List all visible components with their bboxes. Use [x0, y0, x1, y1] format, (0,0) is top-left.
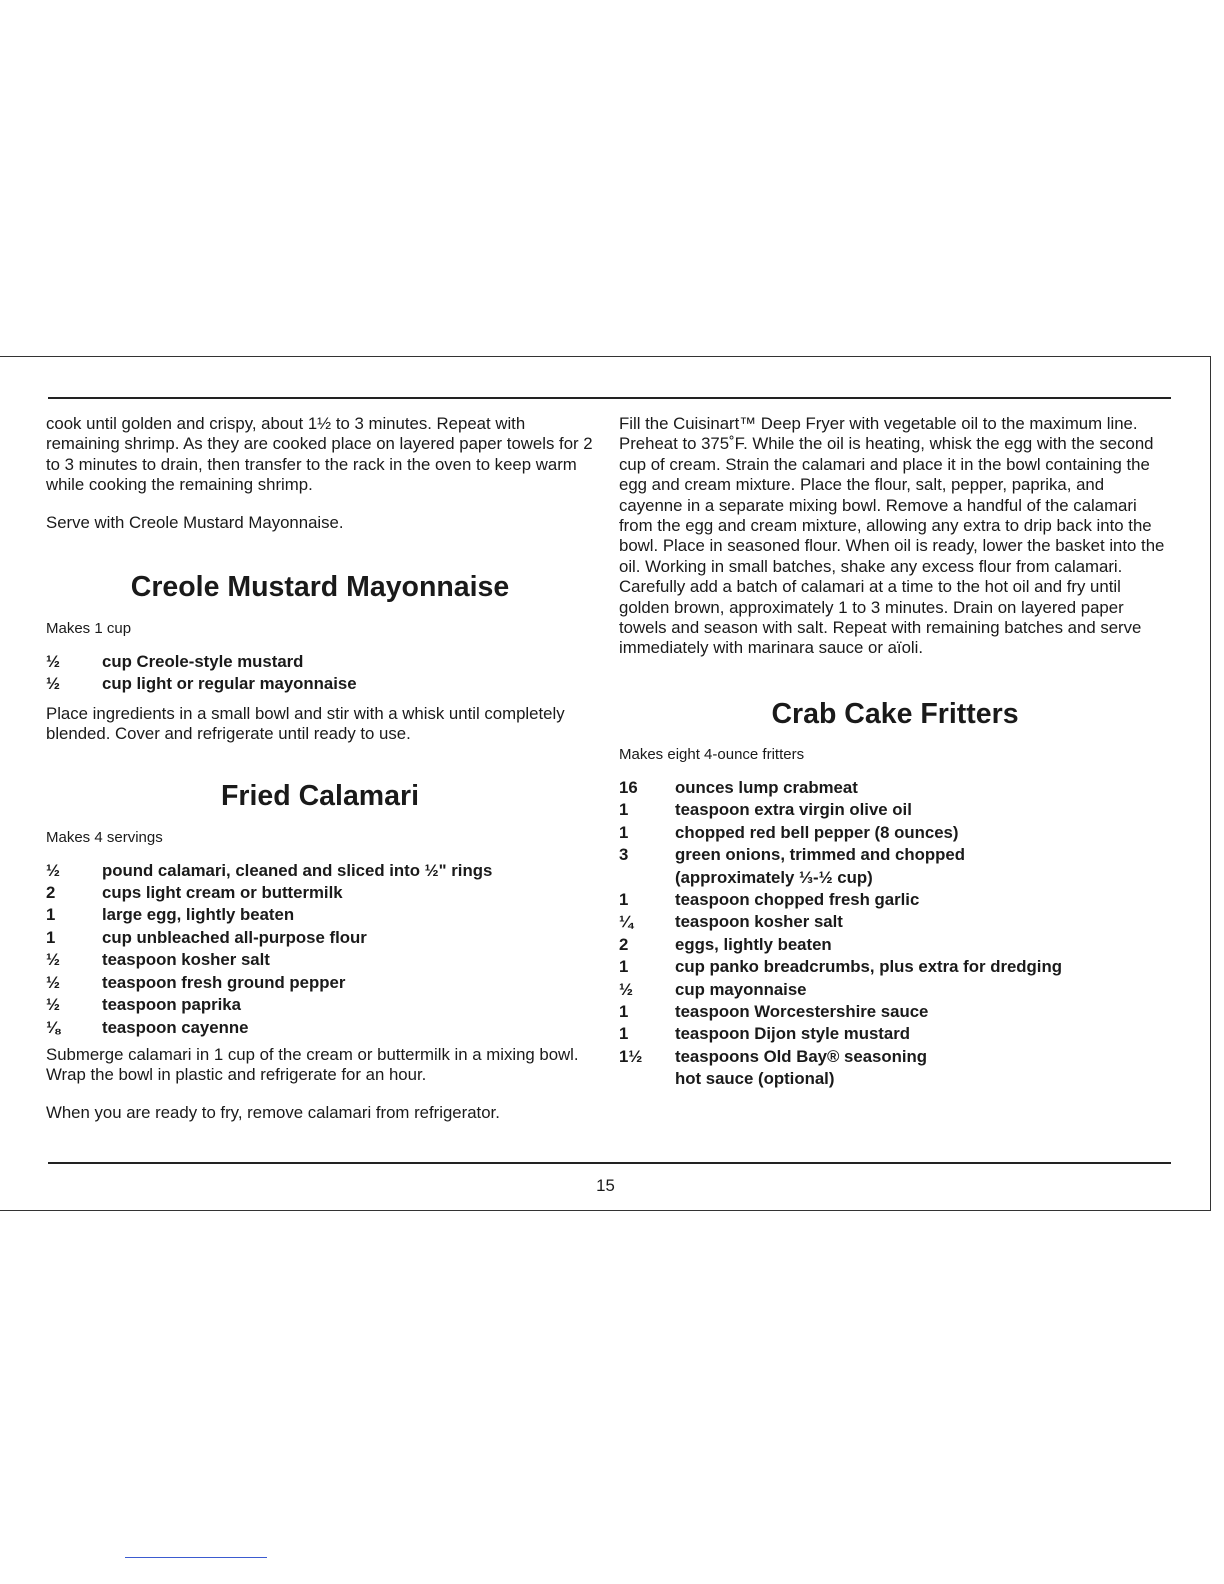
calamari-instructions-2: When you are ready to fry, remove calamari from refrigerator.	[46, 1102, 500, 1122]
ingredient-qty: 1½	[619, 1046, 643, 1066]
ingredient-qty: 1	[46, 905, 56, 925]
ingredient-item	[675, 1046, 1171, 1091]
ingredient-item: teaspoon paprika	[102, 995, 241, 1015]
ingredient-item: ounces lump crabmeat	[675, 777, 858, 797]
ingredient-row	[619, 911, 1171, 933]
crab-ingredient-list	[619, 777, 1171, 1091]
ingredient-item: teaspoon Dijon style mustard	[675, 1024, 910, 1044]
ingredient-qty: ½	[46, 972, 60, 992]
ingredient-row	[619, 956, 1171, 978]
calamari-ingredient-list	[46, 860, 594, 1039]
creole-title: Creole Mustard Mayonnaise	[130, 571, 510, 604]
ingredient-row	[46, 673, 594, 695]
crab-makes: Makes eight 4-ounce fritters	[619, 745, 805, 763]
creole-instructions: Place ingredients in a small bowl and stir with a whisk until completely blended. Cover and refrigerate until ready to use.	[46, 703, 565, 744]
ingredient-row	[619, 1001, 1171, 1023]
ingredient-item: teaspoon kosher salt	[102, 950, 270, 970]
ingredient-item: teaspoon cayenne	[102, 1017, 249, 1037]
ingredient-row	[619, 889, 1171, 911]
ingredient-row	[46, 994, 594, 1016]
page-number: 15	[596, 1176, 615, 1195]
ingredient-item-line2: (approximately ⅓-½ cup)	[675, 867, 873, 887]
ingredient-qty: 1	[619, 800, 629, 820]
ingredient-item: cup light or regular mayonnaise	[102, 674, 357, 694]
ingredient-row	[619, 979, 1171, 1001]
ingredient-item: cup panko breadcrumbs, plus extra for dredging	[675, 957, 1062, 977]
ingredient-qty: 2	[619, 934, 629, 954]
ingredient-item: teaspoon chopped fresh garlic	[675, 889, 920, 909]
ingredient-item: cup mayonnaise	[675, 979, 807, 999]
ingredient-row	[619, 799, 1171, 821]
ingredient-row	[619, 1023, 1171, 1045]
calamari-title: Fried Calamari	[221, 779, 419, 812]
ingredient-item: teaspoon Worcestershire sauce	[675, 1001, 929, 1021]
ingredient-item: pound calamari, cleaned and sliced into ½" rings	[102, 860, 493, 880]
crab-title: Crab Cake Fritters	[771, 697, 1019, 730]
ingredient-qty: 2	[46, 883, 56, 903]
ingredient-item-line1: teaspoons Old Bay® seasoning	[675, 1046, 928, 1066]
ingredient-item: teaspoon fresh ground pepper	[102, 972, 346, 992]
ingredient-item-line2: hot sauce (optional)	[675, 1069, 835, 1089]
calamari-instructions-1: Submerge calamari in 1 cup of the cream or buttermilk in a mixing bowl. Wrap the bowl in plastic and refrigerate for an hour.	[46, 1044, 579, 1085]
ingredient-qty: ½	[46, 995, 60, 1015]
ingredient-row	[46, 882, 594, 904]
ingredient-row	[46, 927, 594, 949]
ingredient-row	[619, 822, 1171, 844]
bottom-rule	[48, 1162, 1171, 1164]
ingredient-item: cup Creole-style mustard	[102, 652, 304, 672]
right-column	[619, 414, 1171, 1091]
creole-ingredient-list	[46, 651, 594, 696]
ingredient-row	[46, 1017, 594, 1039]
ingredient-qty: ½	[46, 652, 60, 672]
intro-paragraph: cook until golden and crispy, about 1½ to 3 minutes. Repeat with remaining shrimp. As they are cooked place on layered paper towels for 2 to 3 minutes to drain, then transfer to the rack in the oven to keep warm while cooking the remaining shrimp.	[46, 414, 593, 495]
ingredient-row	[619, 1046, 1171, 1091]
ingredient-row	[619, 844, 1171, 889]
ingredient-qty: ½	[46, 674, 60, 694]
ingredient-row	[46, 972, 594, 994]
ingredient-qty: 3	[619, 845, 629, 865]
ingredient-qty: ½	[46, 860, 60, 880]
ingredient-qty: 1	[619, 822, 629, 842]
ingredient-qty: 16	[619, 777, 638, 797]
ingredient-qty: ⅛	[46, 1017, 60, 1037]
serve-note: Serve with Creole Mustard Mayonnaise.	[46, 512, 344, 532]
ingredient-item: eggs, lightly beaten	[675, 934, 832, 954]
ingredient-qty: ¼	[619, 912, 633, 932]
ingredient-qty: ½	[46, 950, 60, 970]
ingredient-item: teaspoon kosher salt	[675, 912, 843, 932]
ingredient-row	[46, 860, 594, 882]
left-column	[46, 414, 594, 1123]
top-rule	[48, 397, 1171, 399]
ingredient-item-line1: green onions, trimmed and chopped	[675, 845, 965, 865]
ingredient-qty: 1	[619, 889, 629, 909]
ingredient-item: chopped red bell pepper (8 ounces)	[675, 822, 959, 842]
ingredient-qty: ½	[619, 979, 633, 999]
ingredient-qty: 1	[619, 1001, 629, 1021]
calamari-makes: Makes 4 servings	[46, 828, 163, 846]
creole-makes: Makes 1 cup	[46, 620, 132, 638]
ingredient-qty: 1	[46, 927, 56, 947]
decorative-line	[125, 1557, 267, 1558]
ingredient-item	[675, 844, 1171, 889]
ingredient-row	[46, 949, 594, 971]
ingredient-item: cup unbleached all-purpose flour	[102, 927, 367, 947]
ingredient-item: large egg, lightly beaten	[102, 905, 295, 925]
ingredient-row	[46, 651, 594, 673]
ingredient-item: teaspoon extra virgin olive oil	[675, 800, 912, 820]
ingredient-item: cups light cream or buttermilk	[102, 883, 343, 903]
calamari-continued: Fill the Cuisinart™ Deep Fryer with vegetable oil to the maximum line. Preheat to 375˚F. While the oil is heating, whisk the egg with the second cup of cream. Strain the calamari and place it in the bowl containing the egg and cream mixture. Place the flour, salt, pepper, paprika, and cayenne in a separate mixing bowl. Remove a handful of the calamari from the egg and cream mixture, allowing any extra to drip back into the bowl. Place in seasoned flour. When oil is ready, lower the basket into the oil. Working in small batches, shake any excess flour from calamari. Carefully add a batch of calamari at a time to the hot oil and fry until golden brown, approximately 1 to 3 minutes. Drain on layered paper towels and season with salt. Repeat with remaining batches and serve immediately with marinara sauce or aïoli.	[619, 414, 1165, 658]
ingredient-row	[619, 934, 1171, 956]
ingredient-qty: 1	[619, 1024, 629, 1044]
ingredient-row	[46, 904, 594, 926]
ingredient-row	[619, 777, 1171, 799]
ingredient-qty: 1	[619, 957, 629, 977]
